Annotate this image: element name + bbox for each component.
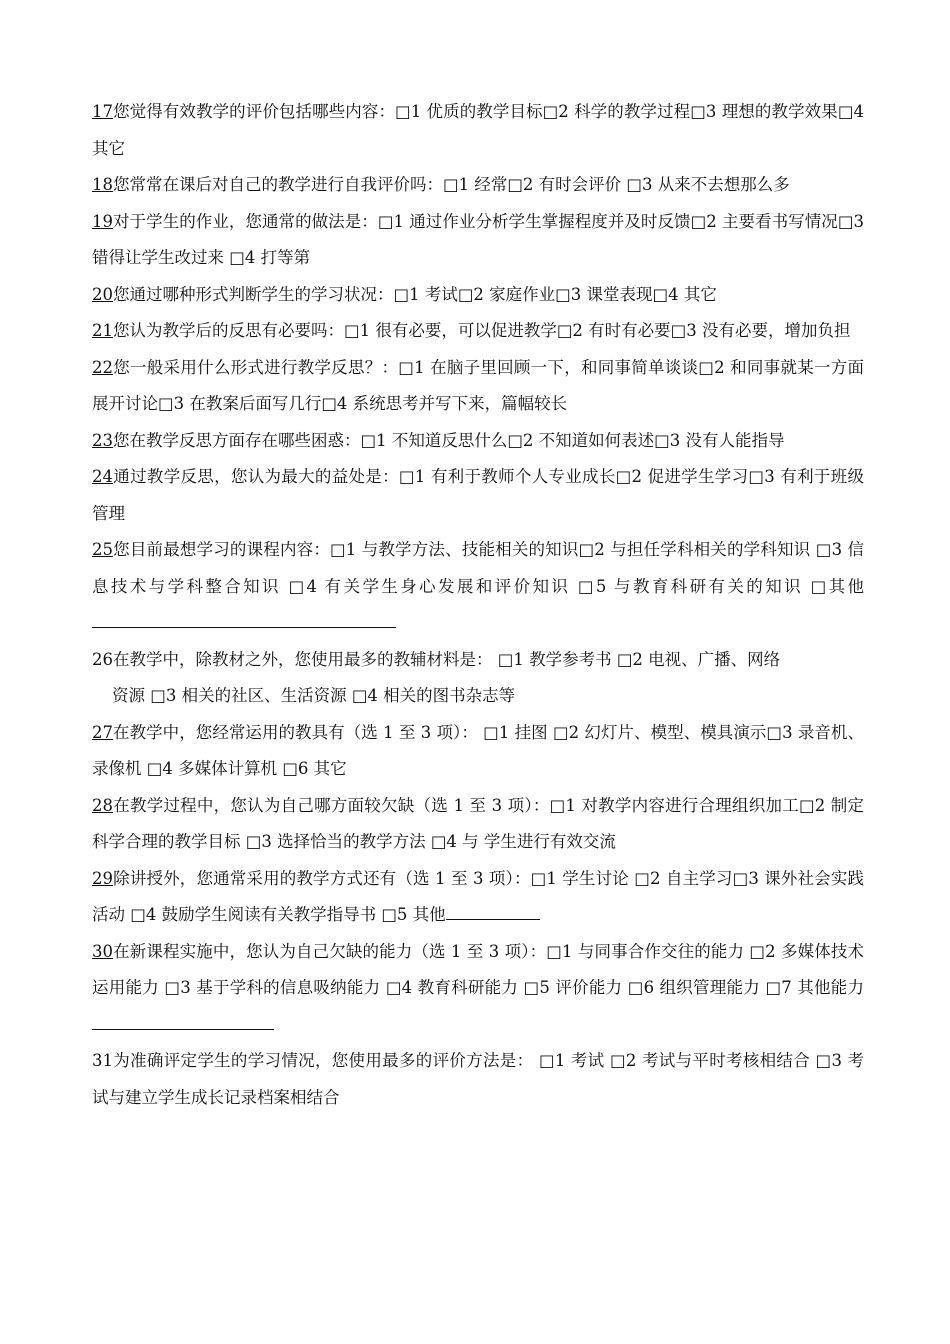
- question-number: 20: [92, 284, 113, 304]
- answer-blank[interactable]: [92, 1011, 274, 1029]
- question-31: [92, 1043, 864, 1116]
- question-17: [92, 94, 864, 167]
- question-number: 25: [92, 540, 113, 559]
- question-text: 对于学生的作业，您通常的做法是：□1 通过作业分析学生掌握程度并及时反馈□2 主要看书写情况□3 错得让学生改过来 □4 打等第: [92, 211, 864, 267]
- question-number: 17: [92, 102, 113, 121]
- question-text: 您一般采用什么形式进行教学反思？：□1 在脑子里回顾一下，和同事简单谈谈□2 和同事就某一方面展开讨论□3 在教案后面写几行□4 系统思考并写下来，篇幅较长: [92, 357, 864, 413]
- question-text: 您通过哪种形式判断学生的学习状况：□1 考试□2 家庭作业□3 课堂表现□4 其它: [113, 284, 717, 304]
- question-text: 为准确评定学生的学习情况，您使用最多的评价方法是： □1 考试 □2 考试与平时考核相结合 □3 考试与建立学生成长记录档案相结合: [92, 1051, 864, 1107]
- question-number: 21: [92, 321, 113, 340]
- question-21: [92, 313, 864, 350]
- question-text: 您认为教学后的反思有必要吗：□1 很有必要，可以促进教学□2 有时有必要□3 没有必要，增加负担: [113, 321, 851, 340]
- answer-blank[interactable]: [92, 610, 396, 628]
- question-text: 您觉得有效教学的评价包括哪些内容：□1 优质的教学目标□2 科学的教学过程□3 理想的教学效果□4 其它: [92, 102, 864, 158]
- question-number: 30: [92, 941, 113, 961]
- question-text-continued: 资源 □3 相关的社区、生活资源 □4 相关的图书杂志等: [112, 686, 516, 705]
- question-number: 22: [92, 357, 113, 377]
- question-27: [92, 715, 864, 788]
- question-number: 18: [92, 175, 113, 194]
- question-text: 在教学过程中，您认为自己哪方面较欠缺（选 1 至 3 项）：□1 对教学内容进行合理组织加工□2 制定科学合理的教学目标 □3 选择恰当的教学方法 □4 与 学生进行有效交流: [92, 795, 864, 851]
- question-number: 24: [92, 467, 113, 486]
- question-number: 26: [92, 649, 113, 669]
- question-number: 23: [92, 430, 113, 450]
- question-30: [92, 934, 864, 1044]
- question-text: 通过教学反思，您认为最大的益处是：□1 有利于教师个人专业成长□2 促进学生学习□3 有利于班级管理: [92, 467, 864, 523]
- question-20: [92, 277, 864, 314]
- question-number: 19: [92, 211, 113, 231]
- question-19: [92, 204, 864, 277]
- question-23: [92, 423, 864, 460]
- answer-blank[interactable]: [446, 902, 540, 920]
- question-number: 29: [92, 868, 113, 888]
- question-22: [92, 350, 864, 423]
- question-text: 您常常在课后对自己的教学进行自我评价吗：□1 经常□2 有时会评价 □3 从来不去想那么多: [113, 175, 790, 194]
- question-number: 27: [92, 722, 113, 742]
- question-28: [92, 788, 864, 861]
- question-25: [92, 532, 864, 642]
- question-29: [92, 861, 864, 934]
- question-text: 您目前最想学习的课程内容：□1 与教学方法、技能相关的知识□2 与担任学科相关的学科知识 □3 信息技术与学科整合知识 □4 有关学生身心发展和评价知识 □5 与教育科研有关的知识 □其他: [92, 540, 864, 596]
- question-text: 在教学中，除教材之外，您使用最多的教辅材料是： □1 教学参考书 □2 电视、广播、网络: [113, 649, 781, 669]
- question-24: [92, 459, 864, 532]
- questionnaire-page: [92, 94, 864, 1116]
- question-text: 在新课程实施中，您认为自己欠缺的能力（选 1 至 3 项）：□1 与同事合作交往的能力 □2 多媒体技术运用能力 □3 基于学科的信息吸纳能力 □4 教育科研能力 □5 评价能力 □6 组织管理能力 □7 其他能力: [92, 941, 864, 997]
- question-number: 31: [92, 1051, 113, 1070]
- question-text: 在教学中，您经常运用的教具有（选 1 至 3 项）： □1 挂图 □2 幻灯片、模型、模具演示□3 录音机、录像机 □4 多媒体计算机 □6 其它: [92, 722, 864, 778]
- question-text: 您在教学反思方面存在哪些困惑：□1 不知道反思什么□2 不知道如何表述□3 没有人能指导: [113, 430, 785, 450]
- question-number: 28: [92, 795, 113, 815]
- question-text: 除讲授外，您通常采用的教学方式还有（选 1 至 3 项）：□1 学生讨论 □2 自主学习□3 课外社会实践活动 □4 鼓励学生阅读有关教学指导书 □5 其他: [92, 868, 864, 924]
- question-26: [92, 642, 864, 715]
- question-18: [92, 167, 864, 204]
